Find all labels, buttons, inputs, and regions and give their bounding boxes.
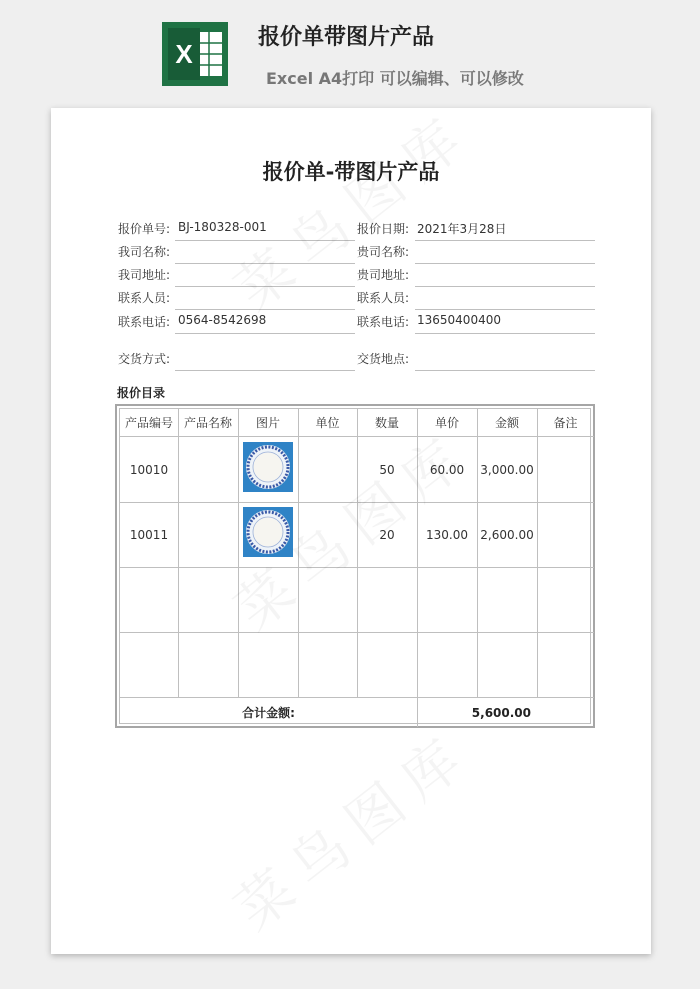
table-grid	[119, 408, 591, 724]
cell-note[interactable]	[537, 437, 594, 502]
col-header-note: 备注	[553, 416, 578, 430]
document-title: 报价单-带图片产品	[262, 160, 440, 184]
document-sheet	[51, 108, 651, 954]
section-label: 报价目录	[117, 386, 166, 400]
field-underline	[415, 333, 595, 334]
cell-code[interactable]: 10011	[129, 528, 169, 542]
field-label: 联系人员:	[118, 291, 171, 305]
cell-name[interactable]	[178, 503, 238, 567]
field-label: 交货方式:	[118, 352, 171, 366]
field-label: 我司名称:	[118, 245, 171, 259]
cell-name[interactable]	[178, 437, 238, 502]
field-delivery-method[interactable]	[118, 348, 358, 368]
field-label: 报价单号:	[118, 222, 171, 236]
col-header-code: 产品编号	[124, 416, 173, 430]
cell-price[interactable]: 130.00	[426, 528, 468, 542]
field-delivery-place[interactable]	[357, 348, 597, 368]
cell-qty[interactable]: 50	[379, 462, 395, 477]
field-label: 联系电话:	[118, 315, 171, 329]
col-header-image: 图片	[255, 416, 280, 430]
col-header-amount: 金额	[494, 416, 519, 430]
cell-unit[interactable]	[298, 437, 357, 502]
watermark	[216, 710, 486, 945]
cell-unit[interactable]	[298, 503, 357, 567]
cell-code[interactable]: 10010	[129, 462, 169, 477]
cell-note[interactable]	[537, 503, 594, 567]
field-underline	[175, 309, 355, 310]
col-header-qty: 数量	[374, 416, 399, 430]
field-value: 0564-8542698	[178, 313, 267, 327]
field-our-address[interactable]	[118, 264, 358, 284]
field-underline	[175, 370, 355, 371]
field-our-phone[interactable]	[118, 311, 358, 331]
field-label: 贵司地址:	[357, 268, 410, 282]
field-label: 交货地点:	[357, 352, 410, 366]
svg-text:X: X	[175, 39, 193, 69]
product-plate-image	[243, 442, 293, 492]
product-plate-image	[243, 507, 293, 557]
field-label: 报价日期:	[357, 222, 410, 236]
page-subtitle: Excel A4打印 可以编辑、可以修改	[266, 69, 524, 88]
field-our-company[interactable]	[118, 241, 358, 261]
grid-line	[238, 409, 239, 697]
field-quote-date[interactable]	[357, 218, 597, 238]
field-client-contact[interactable]	[357, 287, 597, 307]
field-label: 联系人员:	[357, 291, 410, 305]
field-label: 联系电话:	[357, 315, 410, 329]
quote-table	[115, 404, 595, 728]
col-header-unit: 单位	[315, 416, 340, 430]
col-header-name: 产品名称	[183, 416, 232, 430]
total-label: 合计金额:	[242, 706, 295, 720]
field-value: 13650400400	[417, 313, 501, 327]
cell-amount[interactable]: 2,600.00	[480, 528, 534, 542]
total-value: 5,600.00	[471, 705, 531, 720]
cell-qty[interactable]: 20	[379, 528, 395, 542]
field-underline	[415, 370, 595, 371]
cell-amount[interactable]: 3,000.00	[480, 462, 534, 477]
field-underline	[415, 309, 595, 310]
field-underline	[175, 333, 355, 334]
page-title: 报价单带图片产品	[258, 25, 435, 50]
col-header-price: 单价	[434, 416, 459, 430]
field-value: BJ-180328-001	[178, 220, 267, 234]
field-client-address[interactable]	[357, 264, 597, 284]
field-label: 贵司名称:	[357, 245, 410, 259]
cell-price[interactable]: 60.00	[429, 462, 465, 477]
field-quote-number[interactable]	[118, 218, 358, 238]
excel-icon	[162, 22, 228, 86]
field-client-company[interactable]	[357, 241, 597, 261]
field-value: 2021年3月28日	[417, 222, 507, 236]
field-our-contact[interactable]	[118, 287, 358, 307]
field-client-phone[interactable]	[357, 311, 597, 331]
field-label: 我司地址:	[118, 268, 171, 282]
